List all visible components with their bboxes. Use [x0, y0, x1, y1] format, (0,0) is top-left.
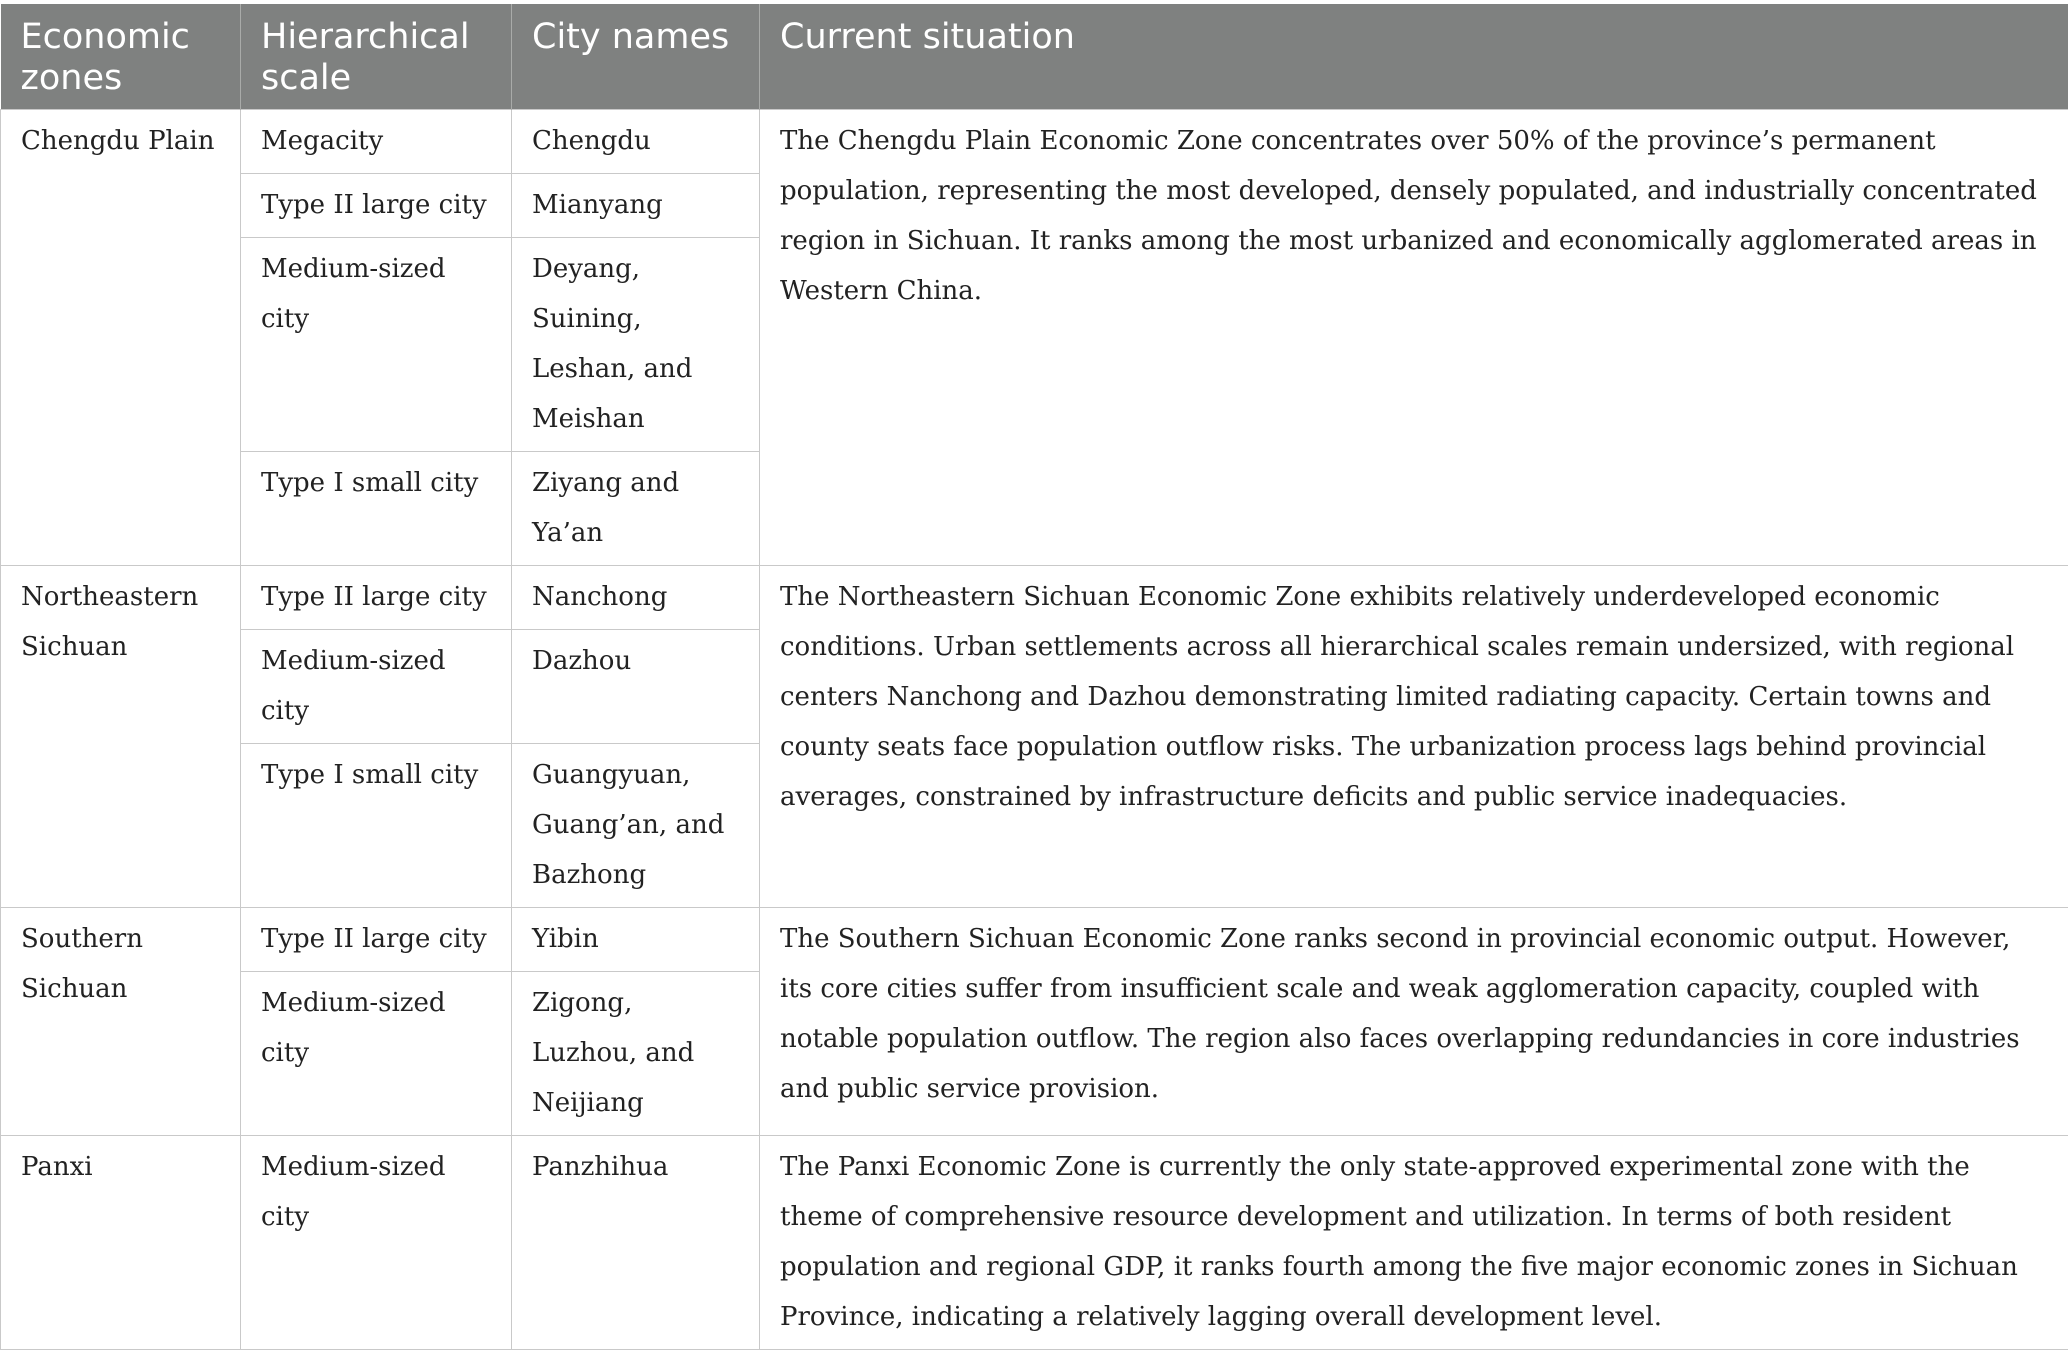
scale-cell: Type I small city [241, 452, 512, 566]
cities-cell: Nanchong [512, 566, 760, 630]
cities-cell: Guangyuan, Guang’an, and Bazhong [512, 744, 760, 908]
scale-cell: Medium-sized city [241, 630, 512, 744]
table-row [1, 566, 2068, 630]
header-hierarchical-scale: Hierarchical scale [241, 4, 512, 110]
cities-cell: Panzhihua [512, 1136, 760, 1350]
scale-cell: Megacity [241, 110, 512, 174]
scale-cell: Type I small city [241, 744, 512, 908]
cities-cell: Deyang, Suining, Leshan, and Meishan [512, 238, 760, 452]
scale-cell: Type II large city [241, 566, 512, 630]
scale-cell: Medium-sized city [241, 1136, 512, 1350]
scale-cell: Type II large city [241, 174, 512, 238]
scale-cell: Type II large city [241, 908, 512, 972]
table-row [1, 1136, 2068, 1350]
cities-cell: Yibin [512, 908, 760, 972]
cities-cell: Zigong, Luzhou, and Neijiang [512, 972, 760, 1136]
cities-cell: Chengdu [512, 110, 760, 174]
economic-zones-table [0, 4, 2068, 1350]
table-container [0, 4, 2068, 1350]
table-row [1, 110, 2068, 174]
scale-cell: Medium-sized city [241, 238, 512, 452]
zone-name: Southern Sichuan [1, 908, 241, 1136]
zone-name: Northeastern Sichuan [1, 566, 241, 908]
situation-cell: The Panxi Economic Zone is currently the only state-approved experimental zone with the theme of comprehensive resource development and utilization. In terms of both resident population and regional GDP, it ranks fourth among the five major economic zones in Sichuan Province, indicating a relatively lagging overall development level. [760, 1136, 2068, 1350]
cities-cell: Dazhou [512, 630, 760, 744]
header-city-names: City names [512, 4, 760, 110]
zone-name: Panxi [1, 1136, 241, 1350]
zone-name: Chengdu Plain [1, 110, 241, 566]
situation-cell: The Northeastern Sichuan Economic Zone exhibits relatively underdeveloped economic conditions. Urban settlements across all hierarchical scales remain undersized, with regional centers Nanchong and Dazhou demonstrating limited radiating capacity. Certain towns and county seats face population outflow risks. The urbanization process lags behind provincial averages, constrained by infrastructure deficits and public service inadequacies. [760, 566, 2068, 908]
header-current-situation: Current situation [760, 4, 2068, 110]
header-economic-zones: Economic zones [1, 4, 241, 110]
scale-cell: Medium-sized city [241, 972, 512, 1136]
header-row [1, 4, 2068, 110]
table-header [1, 4, 2068, 110]
cities-cell: Ziyang and Ya’an [512, 452, 760, 566]
table-row [1, 908, 2068, 972]
table-body [1, 110, 2068, 1350]
cities-cell: Mianyang [512, 174, 760, 238]
situation-cell: The Chengdu Plain Economic Zone concentrates over 50% of the province’s permanent population, representing the most developed, densely populated, and industrially concentrated region in Sichuan. It ranks among the most urbanized and economically agglomerated areas in Western China. [760, 110, 2068, 566]
situation-cell: The Southern Sichuan Economic Zone ranks second in provincial economic output. However, its core cities suffer from insufficient scale and weak agglomeration capacity, coupled with notable population outflow. The region also faces overlapping redundancies in core industries and public service provision. [760, 908, 2068, 1136]
